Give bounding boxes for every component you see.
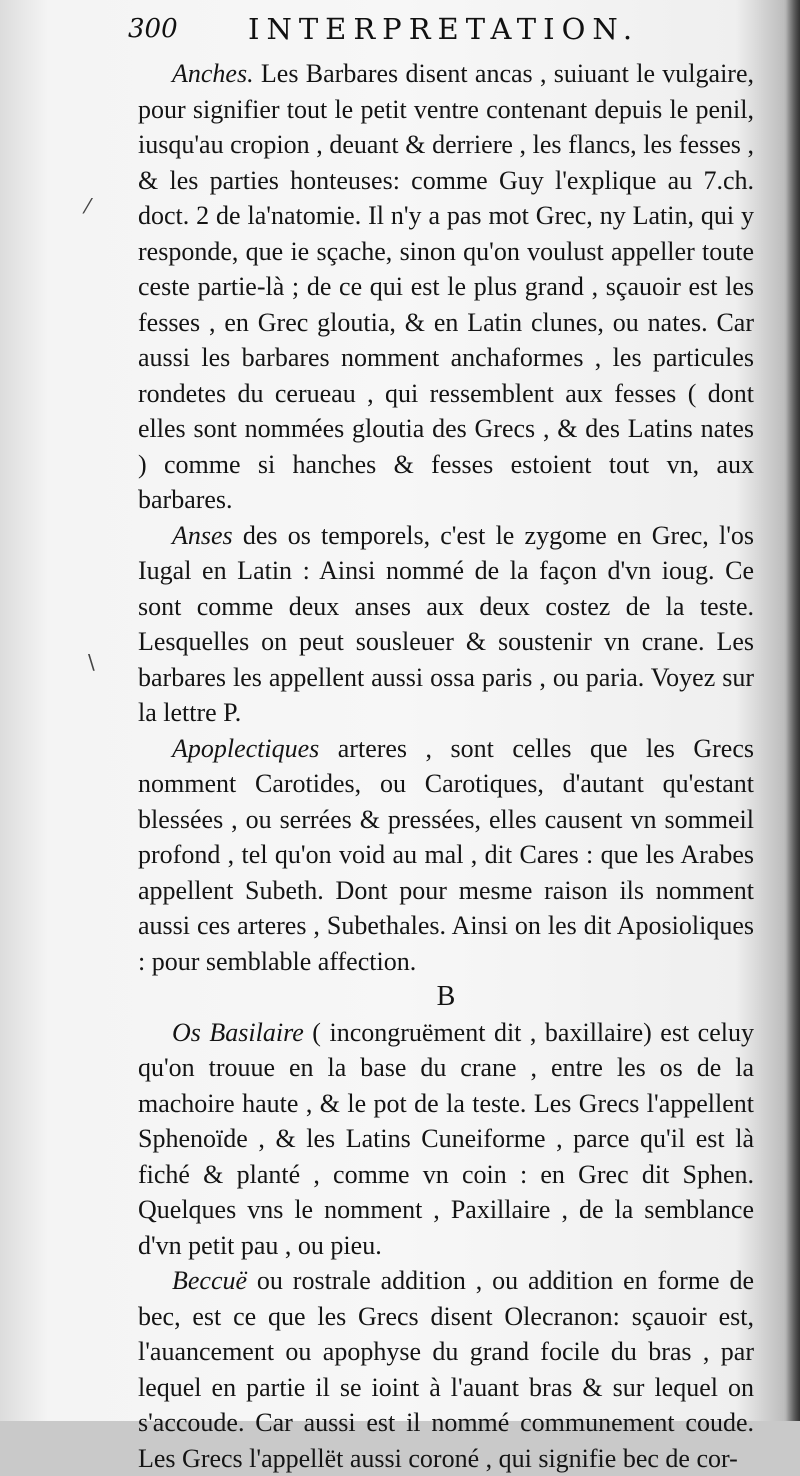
entry-anches (138, 56, 754, 518)
entry-term: Anses (172, 520, 233, 550)
entry-apoplectiques (138, 731, 754, 980)
entry-text: ou rostrale addition , ou addition en forme de bec, est ce que les Grecs disent Olecranon: sçauoir est, l'auancement ou apophyse du grand focile du bras , par lequel en partie il se ioint à l'auant bras & sur lequel on s'accoude. Car aussi est il nommé communement coude. Les Grecs l'appellët aussi coroné , qui signifie bec de cor- (138, 1266, 754, 1473)
entry-beccue (138, 1263, 754, 1476)
entry-term: Anches. (172, 59, 254, 88)
entry-text: ( incongruëment dit , baxillaire) est celuy qu'on trouue en la base du crane , entre les os de la machoire haute , & le pot de la teste. Les Grecs l'appellent Sphenoïde , & les Latins Cuneiforme , parce qu'il est là fiché & planté , comme vn coin : en Grec dit Sphen. Quelques vns le nomment , Paxillaire , de la semblance d'vn petit pau , ou pieu. (138, 1017, 754, 1260)
margin-mark: \ (88, 650, 95, 674)
entry-text: arteres , sont celles que les Grecs nomment Carotides, ou Carotiques, d'autant qu'estant blessées , ou serrées & pressées, elles causent vn sommeil profond , tel qu'on void au mal , dit Cares : que les Arabes appellent Subeth. Dont pour mesme raison ils nomment aussi ces arteres , Subethales. Ainsi on les dit Aposioliques : pour semblable affection. (138, 733, 754, 976)
entry-text: des os temporels, c'est le zygome en Grec, l'os Iugal en Latin : Ainsi nommé de la façon d'vn ioug. Ce sont comme deux anses aux deux costez de la teste. Lesquelles on peut sousleuer & soustenir vn crane. Les barbares les appellent aussi ossa paris , ou paria. Voyez sur la lettre P. (138, 520, 754, 727)
page-body (138, 56, 754, 1476)
entry-term: Apoplectiques (172, 733, 320, 763)
entry-term: Os Basilaire (172, 1017, 304, 1047)
running-title: INTERPRETATION. (248, 12, 640, 46)
entry-term: Beccuë (172, 1266, 248, 1295)
entry-os-basilaire (138, 1015, 754, 1264)
entry-text: Les Barbares disent ancas , suiuant le vulgaire, pour signifier tout le petit ventre contenant depuis le penil, iusqu'au cropion , deuant & derriere , les flancs, les fesses , & les parties honteuses: comme Guy l'explique au 7.ch. doct. 2 de la'natomie. Il n'y a pas mot Grec, ny Latin, qui y responde, que ie sçache, sinon qu'on voulust appeller toute ceste partie-là ; de ce qui est le plus grand , sçauoir est les fesses , en Grec gloutia, & en Latin clunes, ou nates. Car aussi les barbares nomment anchaformes , les particules rondetes du cerueau , qui ressemblent aux fesses ( dont elles sont nommées gloutia des Grecs , & des Latins nates ) comme si hanches & fesses estoient tout vn, aux barbares. (138, 59, 754, 514)
page-number: 300 (128, 14, 178, 44)
margin-mark: ⁄ (86, 194, 90, 218)
page-edge-shadow (786, 0, 800, 1421)
running-head (128, 12, 768, 48)
section-letter: B (436, 981, 456, 1012)
entry-anses (138, 518, 754, 731)
